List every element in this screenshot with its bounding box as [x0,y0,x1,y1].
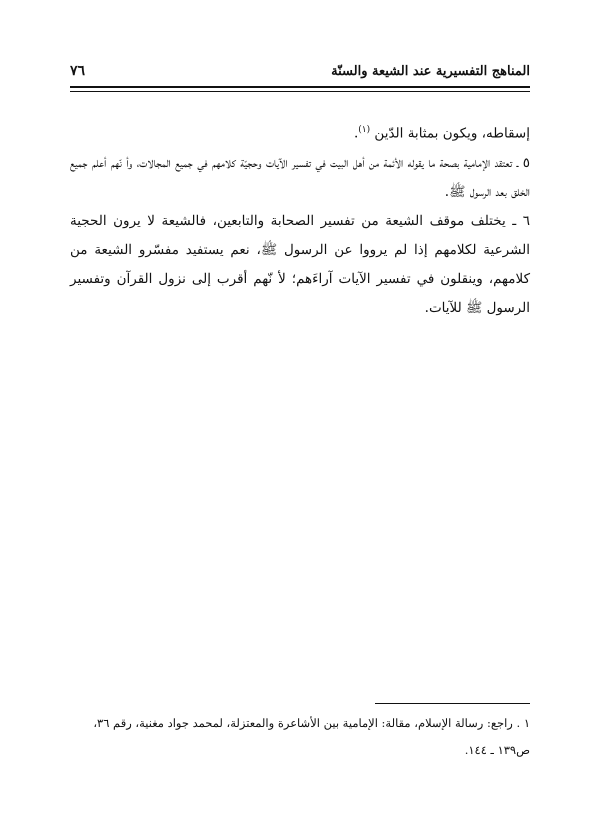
paragraph-intro [70,116,530,149]
running-header [70,60,530,82]
paragraph-item-6: ٦ ـ يختلف موقف الشيعة من تفسير الصحابة والتابعين، فالشيعة لا يرون الحجية الشرعية لكلامهم إذا لم يرووا عن الرسول ﷺ، نعم يستفيد مفسّرو الشيعة من كلامهم، وينقلون في تفسير الآيات آراءَهم؛ لأ نّهم أقرب إلى نزول القرآن وتفسير الرسول ﷺ للآيات. [70,212,530,316]
header-rule-thin [70,91,530,92]
paragraph-item-5: ٥ ـ تعتقد الإمامية بصحة ما يقوله الأئمة من أهل البيت في تفسير الآيات وحجيّة كلامهم في جميع المجالات، وأ نّهم أعلم جميع الخلق بعد الرسول ﷺ. [70,154,530,200]
header-title: المناهج التفسيرية عند الشيعة والسنّة [331,63,530,79]
footnote-marker: (١) [358,125,371,135]
main-text [70,116,530,323]
footnotes [70,710,530,764]
page-number: ٧٦ [70,63,86,79]
footnote-1-line-1: ١ . راجع: رسالة الإسلام، مقالة: الإمامية بين الأشاعرة والمعتزلة، لمحمد جواد مغنية، رقم ٣٦، [93,716,530,730]
intro-end: . [353,125,359,142]
intro-text: إسقاطه، ويكون بمثابة الدّين [374,125,530,142]
header-rule-thick [70,86,530,88]
footnote-1-line-2: ص١٣٩ ـ ١٤٤. [464,743,530,757]
footnote-separator [375,703,530,704]
